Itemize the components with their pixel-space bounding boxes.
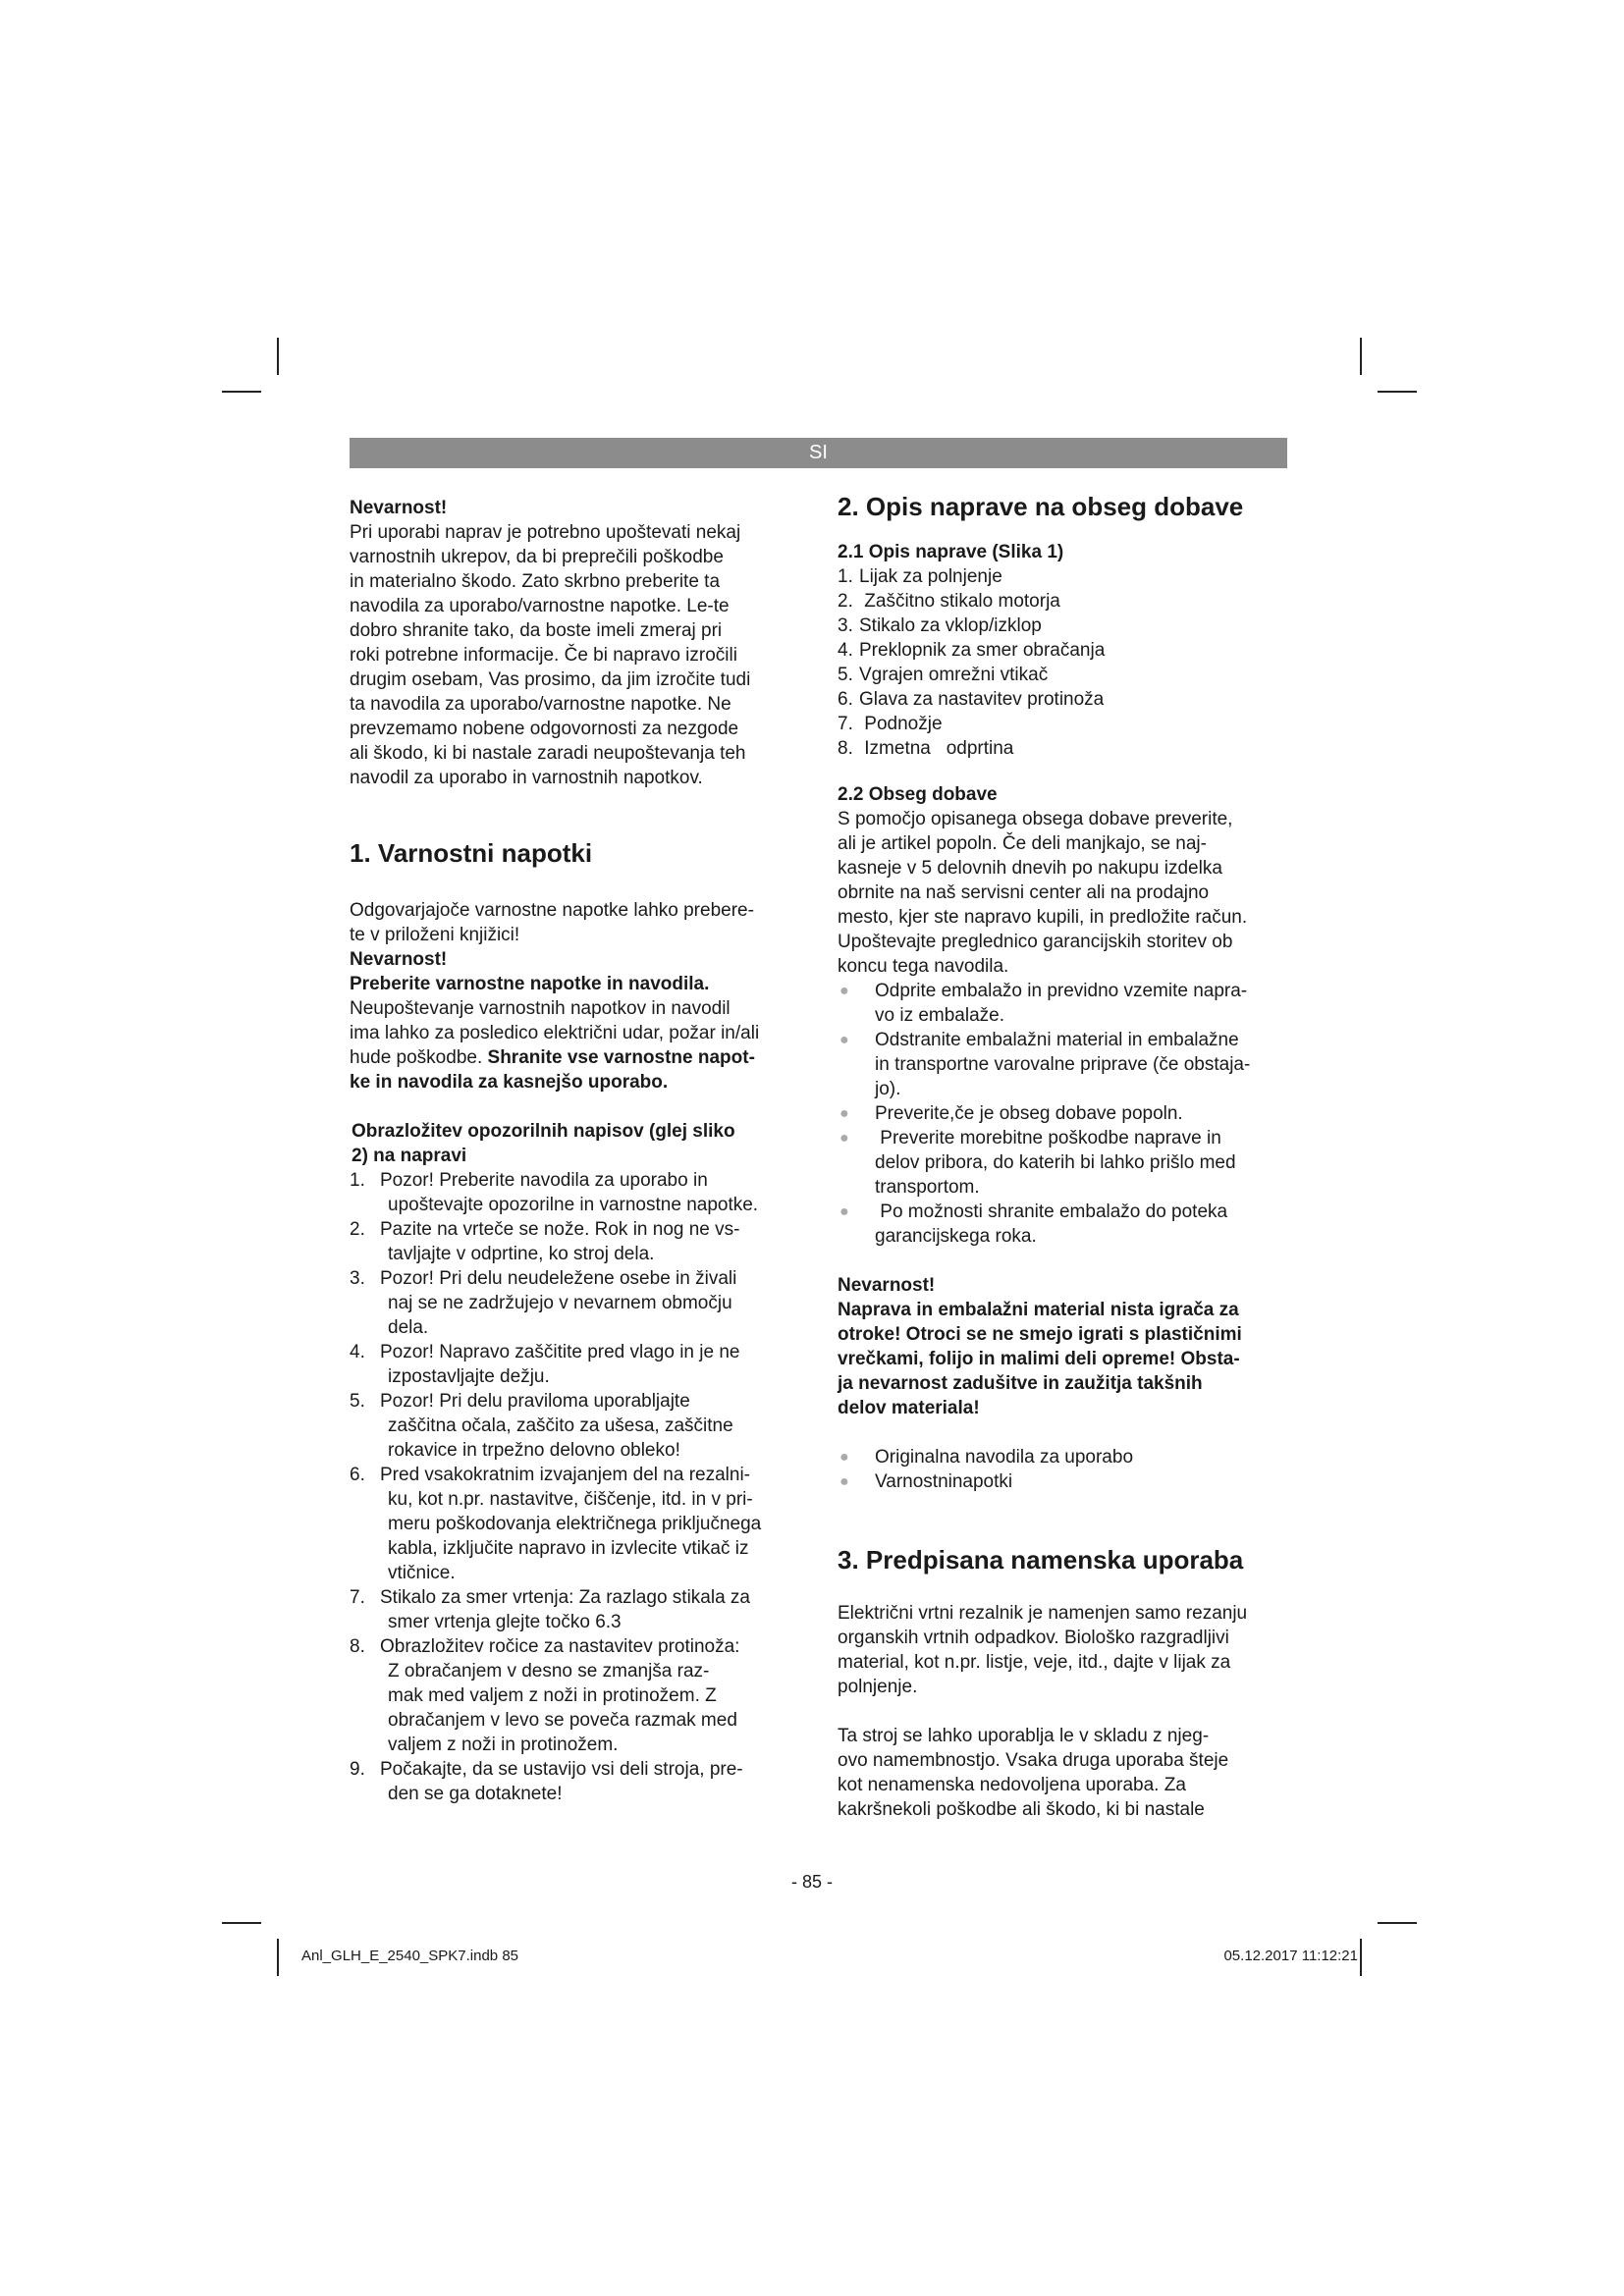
- section-3-heading: 3. Predpisana namenska uporaba: [838, 1545, 1244, 1575]
- text-line: kakršnekoli poškodbe ali škodo, ki bi nastale: [838, 1799, 1205, 1820]
- language-header-bar: [350, 438, 1287, 468]
- text-line: naj se ne zadržujejo v nevarnem območju: [388, 1293, 732, 1313]
- list-item: [838, 1445, 1289, 1469]
- list-item: [838, 687, 1289, 712]
- text-line: Neupoštevanje varnostnih napotkov in navodil: [350, 998, 731, 1019]
- left-column: [350, 496, 799, 1806]
- list-item-text: Varnostninapotki: [875, 1471, 1013, 1492]
- list-item-text: [875, 1200, 1289, 1249]
- text-line: tavljajte v odprtine, ko stroj dela.: [388, 1244, 655, 1264]
- text-line: Pozor! Pri delu neudeležene osebe in živali: [380, 1268, 737, 1289]
- scope-text: [838, 807, 1289, 979]
- list-item-text: Preklopnik za smer obračanja: [859, 640, 1106, 661]
- text-line: obrnite na naš servisni center ali na prodajno: [838, 882, 1210, 903]
- scope-heading: 2.2 Obseg dobave: [838, 784, 998, 805]
- text-line: polnjenje.: [838, 1677, 918, 1697]
- text-line: ali je artikel popoln. Če deli manjkajo, se naj-: [838, 833, 1207, 854]
- text-line: kot nenamenska nedovoljena uporaba. Za: [838, 1775, 1186, 1795]
- text-line: rokavice in trpežno delovno obleko!: [388, 1440, 680, 1461]
- warning-text-bold-line: ke in navodila za kasnejšo uporabo.: [350, 1072, 669, 1093]
- list-item-text: Podnožje: [859, 714, 943, 734]
- list-item: [838, 614, 1289, 638]
- crop-mark-top-left-v: [277, 338, 279, 375]
- crop-mark-bottom-right-h: [1378, 1922, 1417, 1924]
- text-line: Električni vrtni rezalnik je namenjen samo rezanju: [838, 1603, 1248, 1624]
- list-item-text: [875, 979, 1289, 1028]
- text-line: delov materiala!: [838, 1398, 980, 1418]
- text-line: Pri uporabi naprav je potrebno upoštevati nekaj: [350, 522, 741, 543]
- text-line: Naprava in embalažni material nista igrača za: [838, 1300, 1239, 1320]
- signs-heading: [350, 1119, 799, 1168]
- warning-subtitle: Preberite varnostne napotke in navodila.: [350, 974, 710, 994]
- list-item-number: 6.: [350, 1465, 365, 1485]
- text-line: Z obračanjem v desno se zmanjša raz-: [388, 1661, 710, 1682]
- list-item-text: Izmetna odprtina: [859, 738, 1014, 759]
- text-line: Stikalo za smer vrtenja: Za razlago stikala za: [380, 1587, 750, 1608]
- text-line: te v priloženi knjižici!: [350, 925, 520, 945]
- text-line: kabla, izključite napravo in izvlecite vtikač iz: [388, 1538, 749, 1559]
- list-item-text: [380, 1634, 799, 1757]
- text-line: navodil za uporabo in varnostnih napotkov.: [350, 768, 703, 788]
- list-item-text: Stikalo za vklop/izklop: [859, 615, 1042, 636]
- text-line: ku, kot n.pr. nastavitve, čiščenje, itd. in v pri-: [388, 1489, 753, 1510]
- list-item-number: 3.: [838, 615, 853, 636]
- text-line: roki potrebne informacije. Če bi napravo izročili: [350, 645, 737, 666]
- bullet-icon: ●: [839, 1105, 849, 1122]
- list-item-text: [380, 1266, 799, 1340]
- list-item: [838, 589, 1289, 614]
- list-item-number: 2.: [838, 591, 853, 612]
- list-item-text: [875, 1028, 1289, 1101]
- text-line: ja nevarnost zadušitve in zaužitja takšnih: [838, 1373, 1203, 1394]
- warning-title: Nevarnost!: [350, 949, 448, 970]
- list-item-number: 9.: [350, 1759, 365, 1780]
- bullet-icon: ●: [839, 1032, 849, 1048]
- warning-text: [350, 996, 799, 1045]
- text-line: prevzemamo nobene odgovornosti za nezgode: [350, 719, 739, 739]
- text-line: mak med valjem z noži in protinožem. Z: [388, 1685, 717, 1706]
- intended-use-paragraph: [838, 1724, 1289, 1822]
- text-line: Pozor! Pri delu praviloma uporabljajte: [380, 1391, 690, 1412]
- text-line: den se ga dotaknete!: [388, 1784, 563, 1804]
- list-item-text: [380, 1217, 799, 1266]
- text-line: Pazite na vrteče se nože. Rok in nog ne vs-: [380, 1219, 740, 1240]
- included-documents-list: [838, 1445, 1289, 1494]
- warning-title: Nevarnost!: [838, 1275, 936, 1296]
- bullet-icon: ●: [839, 1203, 849, 1220]
- list-item: [350, 1463, 799, 1585]
- list-item: [838, 564, 1289, 589]
- crop-mark-top-right-h: [1378, 391, 1417, 393]
- text-line: transportom.: [875, 1177, 980, 1198]
- text-line: mesto, kjer ste napravo kupili, in predložite račun.: [838, 907, 1248, 928]
- unpacking-steps-list: [838, 979, 1289, 1249]
- list-item-number: 2.: [350, 1219, 365, 1240]
- text-line: navodila za uporabo/varnostne napotke. Le-te: [350, 596, 730, 616]
- text-line: obračanjem v levo se poveča razmak med: [388, 1710, 737, 1731]
- warning-text: [838, 1298, 1289, 1420]
- text-line: ta navodila za uporabo/varnostne napotke. Ne: [350, 694, 731, 715]
- list-item-number: 7.: [838, 714, 853, 734]
- list-item-text: [875, 1126, 1289, 1200]
- list-item: [350, 1217, 799, 1266]
- text-line: otroke! Otroci se ne smejo igrati s plastičnimi: [838, 1324, 1242, 1345]
- list-item: [838, 638, 1289, 663]
- crop-mark-top-right-v: [1360, 338, 1362, 375]
- device-description-heading: 2.1 Opis naprave (Slika 1): [838, 542, 1064, 562]
- text-line: Obrazložitev ročice za nastavitev protinoža:: [380, 1636, 740, 1657]
- list-item-number: 3.: [350, 1268, 365, 1289]
- section-1-intro: [350, 898, 799, 947]
- text-line: garancijskega roka.: [875, 1226, 1037, 1247]
- list-item: [838, 1126, 1289, 1200]
- list-item: [350, 1389, 799, 1463]
- text-line: delov pribora, do katerih bi lahko prišlo med: [875, 1152, 1236, 1173]
- warning-text-line: [350, 1045, 799, 1070]
- section-1-heading: 1. Varnostni napotki: [350, 838, 593, 868]
- text-line: kasneje v 5 delovnih dnevih po nakupu izdelka: [838, 858, 1222, 879]
- text-line: Odgovarjajoče varnostne napotke lahko prebere-: [350, 900, 754, 921]
- device-parts-list: [838, 564, 1289, 761]
- list-item-text: Glava za nastavitev protinoža: [859, 689, 1105, 710]
- text-line: Pozor! Napravo zaščitite pred vlago in je ne: [380, 1342, 740, 1362]
- text-line: Preverite,če je obseg dobave popoln.: [875, 1103, 1183, 1124]
- list-item-number: 4.: [838, 640, 853, 661]
- text-line: material, kot n.pr. listje, veje, itd., dajte v lijak za: [838, 1652, 1231, 1673]
- text-line: in materialno škodo. Zato skrbno preberite ta: [350, 571, 721, 592]
- list-item: [838, 1200, 1289, 1249]
- intended-use-paragraph: [838, 1601, 1289, 1699]
- list-item-number: 4.: [350, 1342, 365, 1362]
- bullet-icon: ●: [839, 1130, 849, 1147]
- text-line: smer vrtenja glejte točko 6.3: [388, 1612, 622, 1632]
- text-line: organskih vrtnih odpadkov. Biološko razgradljivi: [838, 1628, 1229, 1648]
- list-item-number: 5.: [350, 1391, 365, 1412]
- text-line: koncu tega navodila.: [838, 956, 1009, 977]
- list-item: [838, 979, 1289, 1028]
- text-line: dobro shranite tako, da boste imeli zmeraj pri: [350, 620, 723, 641]
- text-line: S pomočjo opisanega obsega dobave preverite,: [838, 809, 1233, 829]
- text-line: ali škodo, ki bi nastale zaradi neupoštevanja teh: [350, 743, 746, 764]
- text-line: in transportne varovalne priprave (če obstaja-: [875, 1054, 1251, 1075]
- crop-mark-top-left-h: [222, 391, 261, 393]
- text-line: ovo namembnostjo. Vsaka druga uporaba šteje: [838, 1750, 1229, 1771]
- text-line: Počakajte, da se ustavijo vsi deli stroja, pre-: [380, 1759, 743, 1780]
- list-item: [838, 1469, 1289, 1494]
- list-item-text: [380, 1463, 799, 1585]
- text-line: vtičnice.: [388, 1563, 456, 1583]
- heading-line: 2) na napravi: [352, 1146, 467, 1166]
- right-column: [838, 490, 1289, 1822]
- bullet-icon: ●: [839, 1473, 849, 1490]
- text-line: Pred vsakokratnim izvajanjem del na rezalni-: [380, 1465, 750, 1485]
- bullet-icon: ●: [839, 1449, 849, 1466]
- list-item: [838, 663, 1289, 687]
- list-item: [350, 1266, 799, 1340]
- section-2-heading: 2. Opis naprave na obseg dobave: [838, 492, 1244, 521]
- text-line: varnostnih ukrepov, da bi preprečili poškodbe: [350, 547, 724, 567]
- crop-mark-bottom-right-v: [1360, 1939, 1362, 1976]
- language-code: SI: [809, 442, 828, 463]
- text-line: zaščitna očala, zaščito za ušesa, zaščitne: [388, 1415, 733, 1436]
- list-item: [838, 712, 1289, 736]
- list-item-text: Zaščitno stikalo motorja: [859, 591, 1060, 612]
- text-line: drugim osebam, Vas prosimo, da jim izročite tudi: [350, 669, 751, 690]
- text-line: Preverite morebitne poškodbe naprave in: [875, 1128, 1221, 1148]
- text-line: Po možnosti shranite embalažo do poteka: [875, 1201, 1228, 1222]
- text-line: Pozor! Preberite navodila za uporabo in: [380, 1170, 708, 1191]
- warning-signs-list: [350, 1168, 799, 1806]
- list-item-text: [380, 1389, 799, 1463]
- list-item-text: [380, 1585, 799, 1634]
- list-item: [838, 736, 1289, 761]
- text-line: vrečkami, folijo in malimi deli opreme! Obsta-: [838, 1349, 1240, 1369]
- warning-text-bold: Shranite vse varnostne napot-: [487, 1047, 755, 1068]
- list-item: [838, 1028, 1289, 1101]
- text-line: Upoštevajte preglednico garancijskih storitev ob: [838, 932, 1233, 952]
- list-item: [350, 1634, 799, 1757]
- list-item-text: Originalna navodila za uporabo: [875, 1447, 1134, 1468]
- list-item-text: [380, 1168, 799, 1217]
- text-line: jo).: [875, 1079, 901, 1099]
- footer-datetime: 05.12.2017 11:12:21: [1223, 1948, 1358, 1964]
- list-item-number: 5.: [838, 665, 853, 685]
- text-line: Odprite embalažo in previdno vzemite napra-: [875, 981, 1248, 1001]
- footer-file-name: Anl_GLH_E_2540_SPK7.indb 85: [301, 1948, 519, 1964]
- list-item: [350, 1168, 799, 1217]
- text-line: vo iz embalaže.: [875, 1005, 1005, 1026]
- heading-line: Obrazložitev opozorilnih napisov (glej sliko: [352, 1121, 735, 1142]
- text-line: valjem z noži in protinožem.: [388, 1735, 619, 1755]
- list-item-number: 6.: [838, 689, 853, 710]
- text-line: meru poškodovanja električnega priključnega: [388, 1514, 762, 1534]
- text-line: ima lahko za posledico električni udar, požar in/ali: [350, 1023, 760, 1043]
- warning-title: Nevarnost!: [350, 498, 448, 518]
- warning-text-normal: hude poškodbe.: [350, 1047, 488, 1068]
- list-item-number: 1.: [350, 1170, 365, 1191]
- warning-text: [350, 520, 799, 790]
- list-item: [350, 1757, 799, 1806]
- page-number: - 85 -: [790, 1872, 833, 1892]
- list-item: [350, 1340, 799, 1389]
- list-item-number: 1.: [838, 566, 853, 587]
- text-line: Ta stroj se lahko uporablja le v skladu z njeg-: [838, 1726, 1210, 1746]
- list-item-text: [875, 1101, 1289, 1126]
- text-line: dela.: [388, 1317, 429, 1338]
- text-line: Odstranite embalažni material in embalažne: [875, 1030, 1239, 1050]
- text-line: izpostavljajte dežju.: [388, 1366, 550, 1387]
- crop-mark-bottom-left-v: [277, 1939, 279, 1976]
- list-item-text: [380, 1757, 799, 1806]
- list-item: [350, 1585, 799, 1634]
- list-item-text: Vgrajen omrežni vtikač: [859, 665, 1049, 685]
- list-item-number: 8.: [838, 738, 853, 759]
- list-item: [838, 1101, 1289, 1126]
- crop-mark-bottom-left-h: [222, 1922, 261, 1924]
- bullet-icon: ●: [839, 983, 849, 999]
- text-line: upoštevajte opozorilne in varnostne napotke.: [388, 1195, 759, 1215]
- list-item-number: 7.: [350, 1587, 365, 1608]
- list-item-number: 8.: [350, 1636, 365, 1657]
- list-item-text: Lijak za polnjenje: [859, 566, 1002, 587]
- list-item-text: [380, 1340, 799, 1389]
